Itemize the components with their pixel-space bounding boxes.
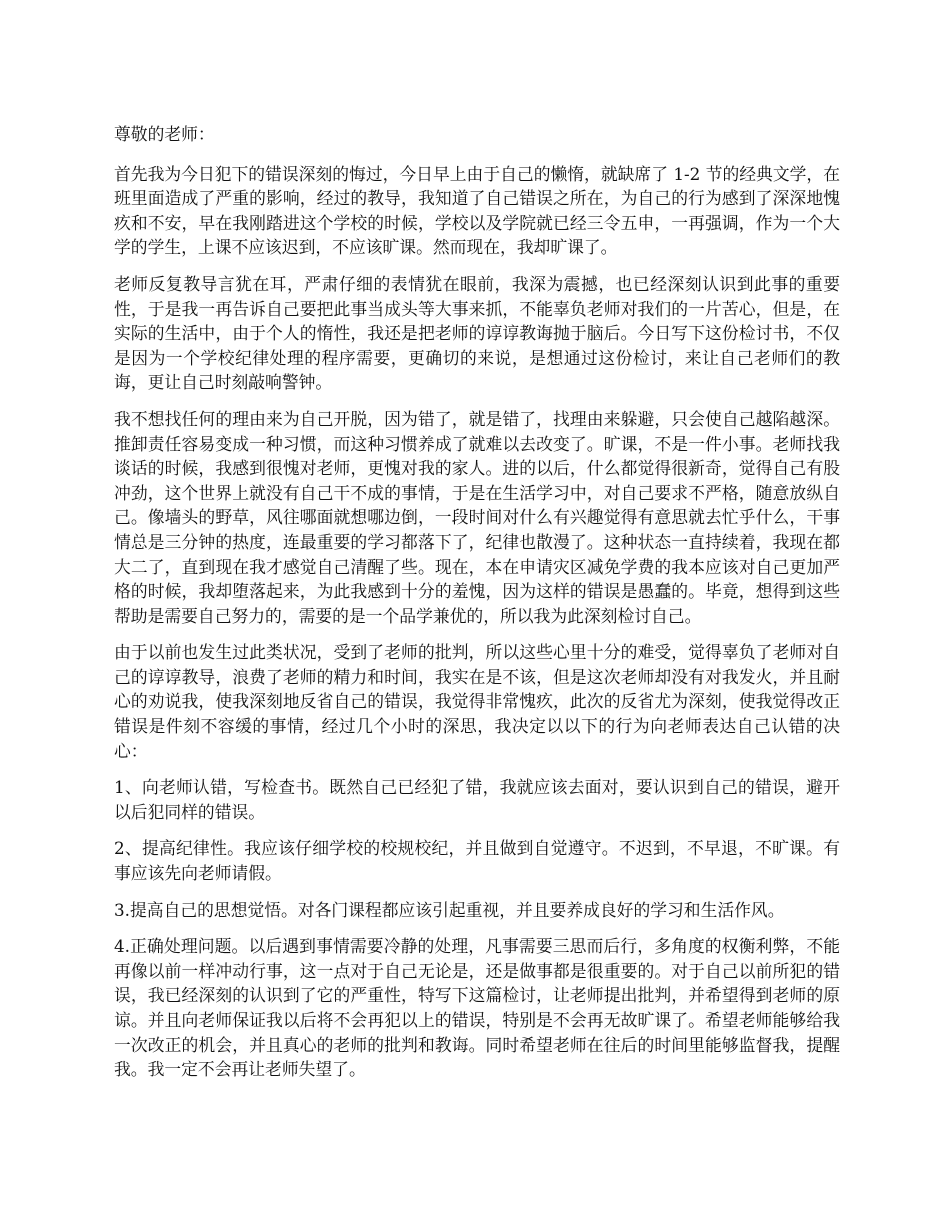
list-item-4: 4.正确处理问题。以后遇到事情需要冷静的处理，凡事需要三思而后行，多角度的权衡利弊，不能再像以前一样冲动行事，这一点对于自己无论是，还是做事都是很重要的。对于自己以前所犯的错误，我已经深刻的认识到了它的严重性，特写下这篇检讨，让老师提出批判，并希望得到老师的原谅。并且向老师保证我以后将不会再犯以上的错误，特别是不会再无故旷课了。希望老师能够给我一次改正的机会，并且真心的老师的批判和教诲。同时希望老师在往后的时间里能够监督我，提醒我。我一定不会再让老师失望了。: [114, 936, 840, 1080]
list-item-1: 1、向老师认错，写检查书。既然自己已经犯了错，我就应该去面对，要认识到自己的错误，避开以后犯同样的错误。: [114, 777, 840, 822]
list-item-2: 2、提高纪律性。我应该仔细学校的校规校纪，并且做到自觉遵守。不迟到，不早退，不旷课。有事应该先向老师请假。: [114, 838, 840, 884]
paragraph-teacher-guidance: 老师反复教导言犹在耳，严肃仔细的表情犹在眼前，我深为震撼，也已经深刻认识到此事的重要性，于是我一再告诉自己要把此事当成头等大事来抓，不能辜负老师对我们的一片苦心，但是，在实际的生活中，由于个人的惰性，我还是把老师的谆谆教诲抛于脑后。今日写下这份检讨书，不仅是因为一个学校纪律处理的程序需要，更确切的来说，是想通过这份检讨，来让自己老师们的教诲，更让自己时刻敲响警钟。: [114, 273, 840, 393]
paragraph-no-excuses: 我不想找任何的理由来为自己开脱，因为错了，就是错了，找理由来躲避，只会使自己越陷越深。推卸责任容易变成一种习惯，而这种习惯养成了就难以去改变了。旷课，不是一件小事。老师找我谈话的时候，我感到很愧对老师，更愧对我的家人。进的以后，什么都觉得很新奇，觉得自己有股冲劲，这个世界上就没有自己干不成的事情，于是在生活学习中，对自己要求不严格，随意放纵自己。像墙头的野草，风往哪面就想哪边倒，一段时间对什么有兴趣觉得有意思就去忙乎什么，干事情总是三分钟的热度，连最重要的学习都落下了，纪律也散漫了。这种状态一直持续着，我现在都大二了，直到现在我才感觉自己清醒了些。现在，本在申请灾区减免学费的我本应该对自己更加严格的时候，我却堕落起来，为此我感到十分的羞愧，因为这样的错误是愚蠢的。毕竟，想得到这些帮助是需要自己努力的，需要的是一个品学兼优的，所以我为此深刻检讨自己。: [114, 408, 840, 626]
document-body: [114, 122, 840, 1094]
list-item-3: 3.提高自己的思想觉悟。对各门课程都应该引起重视，并且要养成良好的学习和生活作风。: [114, 899, 785, 920]
salutation: 尊敬的老师：: [114, 124, 215, 144]
paragraph-resolution: 由于以前也发生过此类状况，受到了老师的批判，所以这些心里十分的难受，觉得辜负了老师对自己的谆谆教导，浪费了老师的精力和时间，我实在是不该，但是这次老师却没有对我发火，并且耐心的劝说我，使我深刻地反省自己的错误，我觉得非常愧疚，此次的反省尤为深刻，使我觉得改正错误是件刻不容缓的事情，经过几个小时的深思，我决定以以下的行为向老师表达自己认错的决心：: [114, 642, 840, 761]
paragraph-apology-intro: 首先我为今日犯下的错误深刻的悔过，今日早上由于自己的懒惰，就缺席了 1-2 节的经典文学，在班里面造成了严重的影响，经过的教导，我知道了自己错误之所在，为自己的行为感到了深深地愧疚和不安，早在我刚踏进这个学校的时候，学校以及学院就已经三令五申，一再强调，作为一个大学的学生，上课不应该迟到，不应该旷课。然而现在，我却旷课了。: [114, 163, 840, 258]
